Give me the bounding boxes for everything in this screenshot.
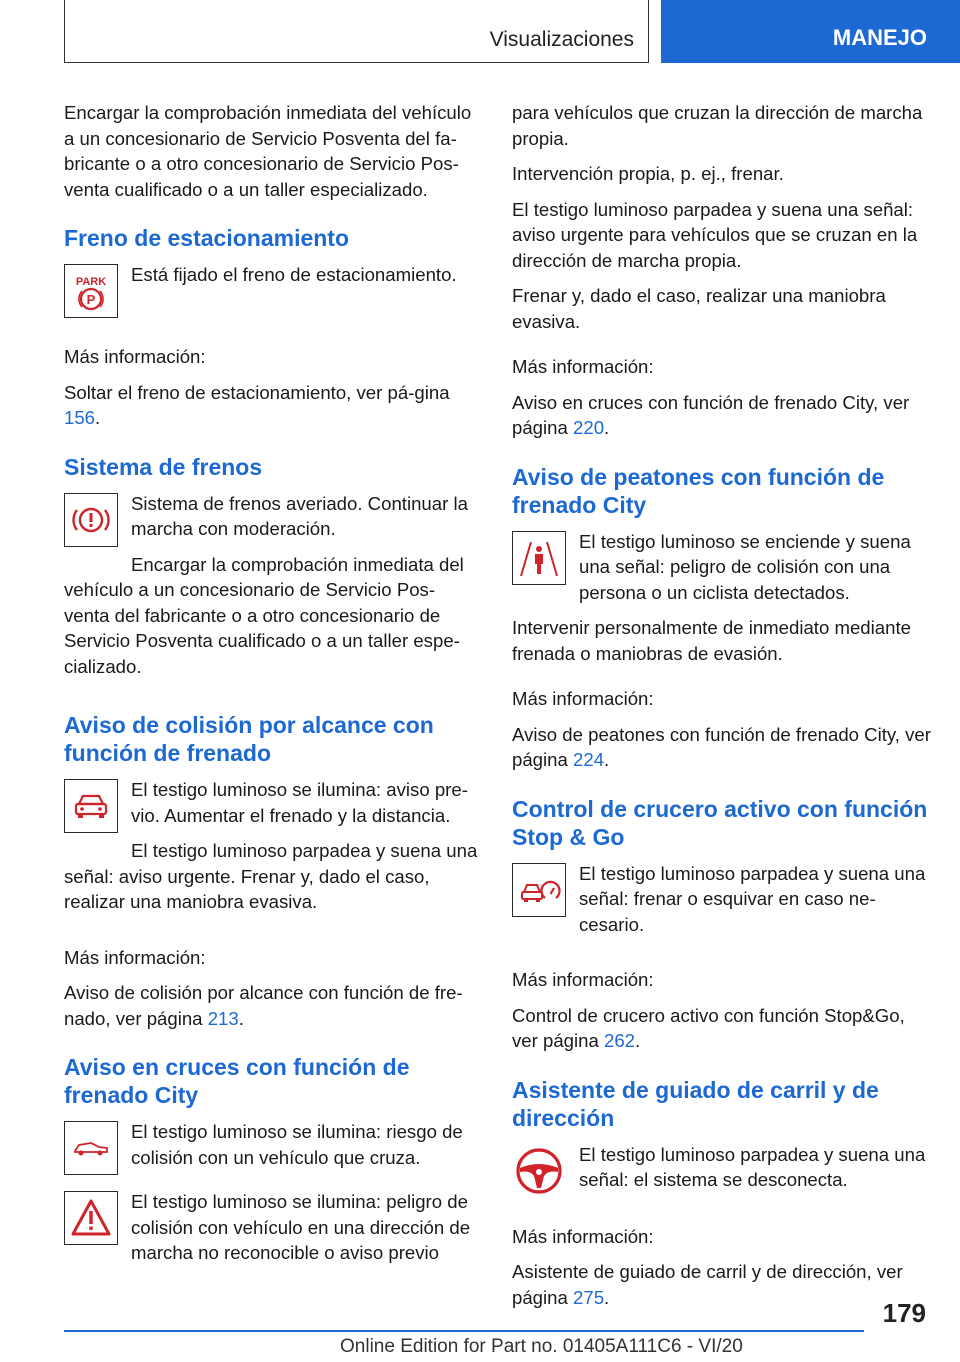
cross-traffic-car-icon bbox=[64, 1121, 118, 1175]
more-info-label: Más información: bbox=[512, 356, 654, 377]
cross-traffic-text-1: El testigo luminoso se ilumina: riesgo de colisión con un vehículo que cruza. bbox=[131, 1121, 463, 1168]
ref-text: Soltar el freno de estacionamiento, ver pá-gina bbox=[64, 381, 450, 403]
intro-paragraph: Encargar la comprobación inmediata del vehículo a un concesionario de Servicio Posventa del fa-bricante o a otro concesionario de Servicio Pos-venta cualificado o a un taller especializado. bbox=[64, 102, 472, 200]
steering-wheel-icon bbox=[512, 1144, 566, 1198]
ref-text: Asistente de guiado de carril y de dirección, ver página bbox=[512, 1261, 903, 1308]
ref-end: . bbox=[604, 417, 610, 438]
page-link-213[interactable]: 213 bbox=[207, 1007, 239, 1029]
cross-traffic-text-2: El testigo luminoso se ilumina: peligro de colisión con vehículo en una dirección de marcha no reconocible o aviso previo bbox=[131, 1191, 471, 1263]
chapter-tab bbox=[661, 0, 960, 63]
cruise-control-icon bbox=[512, 863, 566, 917]
left-column bbox=[64, 100, 479, 1276]
brake-system-text-2: Encargar la comprobación inmediata del vehículo a un concesionario de Servicio Pos-venta del fabricante o a otro concesionario de Servicio Posventa cualificado o a un taller espe-cializado. bbox=[64, 553, 464, 677]
front-collision-icon bbox=[64, 779, 118, 833]
section-title: Visualizaciones bbox=[489, 28, 634, 51]
page-link-224[interactable]: 224 bbox=[573, 749, 605, 770]
ref-text: Aviso de colisión por alcance con función de fre-nado, ver página bbox=[64, 982, 463, 1029]
entry-brake-system bbox=[64, 491, 479, 690]
lane-assist-ref bbox=[512, 1259, 932, 1310]
ref-text: Aviso de peatones con función de frenado City, ver página bbox=[512, 723, 931, 770]
continued-text-4: Frenar y, dado el caso, realizar una maniobra evasiva. bbox=[512, 285, 886, 332]
collision-warning-text-1: El testigo luminoso se ilumina: aviso pre-vio. Aumentar el frenado y la distancia. bbox=[131, 779, 468, 826]
lane-assist-text-1: El testigo luminoso parpadea y suena una señal: el sistema se desconecta. bbox=[579, 1143, 926, 1190]
brake-warning-icon bbox=[64, 493, 118, 547]
more-info-label: Más información: bbox=[64, 946, 206, 968]
entry-cross-traffic-1 bbox=[64, 1119, 479, 1181]
ref-text: Control de crucero activo con función Stop&Go, ver página bbox=[512, 1004, 905, 1051]
heading-collision-warning: Aviso de colisión por alcance con función de frenado bbox=[64, 712, 434, 766]
pedestrian-ref bbox=[512, 722, 932, 773]
svg-text:P: P bbox=[86, 292, 96, 307]
parking-brake-ref bbox=[64, 380, 479, 431]
svg-text:PARK: PARK bbox=[75, 276, 107, 288]
brake-system-text-1: Sistema de frenos averiado. Continuar la marcha con moderación. bbox=[131, 492, 468, 539]
continued-text-2: Intervención propia, p. ej., frenar. bbox=[512, 163, 784, 184]
more-info-label: Más información: bbox=[512, 688, 654, 709]
continued-text-1: para vehículos que cruzan la dirección de marcha propia. bbox=[512, 102, 923, 149]
entry-parking-brake bbox=[64, 262, 479, 324]
page-link-262[interactable]: 262 bbox=[604, 1030, 636, 1051]
pedestrian-text-1: El testigo luminoso se enciende y suena una señal: peligro de colisión con una persona o un ciclista detectados. bbox=[579, 530, 911, 603]
warning-triangle-icon bbox=[64, 1191, 118, 1245]
page-number: 179 bbox=[882, 1298, 926, 1328]
acc-ref bbox=[512, 1003, 932, 1054]
more-info-label: Más información: bbox=[64, 346, 206, 367]
right-column bbox=[512, 100, 932, 1320]
heading-lane-assist: Asistente de guiado de carril y de dirección bbox=[512, 1076, 879, 1131]
entry-pedestrian bbox=[512, 529, 932, 616]
entry-collision-warning bbox=[64, 777, 479, 925]
ref-end: . bbox=[604, 749, 610, 770]
heading-acc: Control de crucero activo con función Stop & Go bbox=[512, 795, 928, 850]
page-link-275[interactable]: 275 bbox=[573, 1286, 605, 1308]
page-header bbox=[0, 0, 960, 66]
section-tab bbox=[64, 0, 649, 63]
edition-footer: Online Edition for Part no. 01405A111C6 - VI/20 bbox=[340, 1336, 743, 1357]
page-link-220[interactable]: 220 bbox=[573, 417, 605, 438]
more-info-label: Más información: bbox=[512, 1225, 654, 1247]
ref-end: . bbox=[604, 1286, 610, 1308]
pedestrian-warning-icon bbox=[512, 531, 566, 585]
pedestrian-text-2: Intervenir personalmente de inmediato mediante frenada o maniobras de evasión. bbox=[512, 617, 911, 664]
entry-acc bbox=[512, 861, 932, 948]
footer-divider bbox=[64, 1330, 864, 1332]
collision-warning-text-2: El testigo luminoso parpadea y suena una señal: aviso urgente. Frenar y, dado el caso, realizar una maniobra evasiva. bbox=[64, 840, 478, 912]
entry-cross-traffic-2 bbox=[64, 1189, 479, 1276]
entry-lane-assist bbox=[512, 1142, 932, 1204]
ref-end: . bbox=[95, 407, 101, 428]
acc-text-1: El testigo luminoso parpadea y suena una señal: frenar o esquivar en caso ne-cesario. bbox=[579, 862, 926, 935]
parking-brake-text: Está fijado el freno de estacionamiento. bbox=[131, 264, 457, 285]
heading-parking-brake: Freno de estacionamiento bbox=[64, 225, 350, 251]
collision-warning-ref bbox=[64, 980, 479, 1031]
chapter-title: MANEJO bbox=[832, 25, 927, 50]
ref-end: . bbox=[238, 1007, 244, 1029]
page-link-156[interactable]: 156 bbox=[64, 407, 96, 428]
ref-end: . bbox=[635, 1030, 641, 1051]
heading-brake-system: Sistema de frenos bbox=[64, 453, 263, 480]
heading-pedestrian: Aviso de peatones con función de frenado City bbox=[512, 463, 885, 518]
cross-traffic-ref bbox=[512, 390, 932, 441]
continued-text-3: El testigo luminoso parpadea y suena una señal: aviso urgente para vehículos que se cruzan en la dirección de marcha propia. bbox=[512, 198, 918, 271]
more-info-label: Más información: bbox=[512, 969, 654, 990]
ref-text: Aviso en cruces con función de frenado City, ver página bbox=[512, 391, 910, 438]
park-brake-icon bbox=[64, 264, 118, 318]
heading-cross-traffic: Aviso en cruces con función de frenado City bbox=[64, 1054, 410, 1108]
